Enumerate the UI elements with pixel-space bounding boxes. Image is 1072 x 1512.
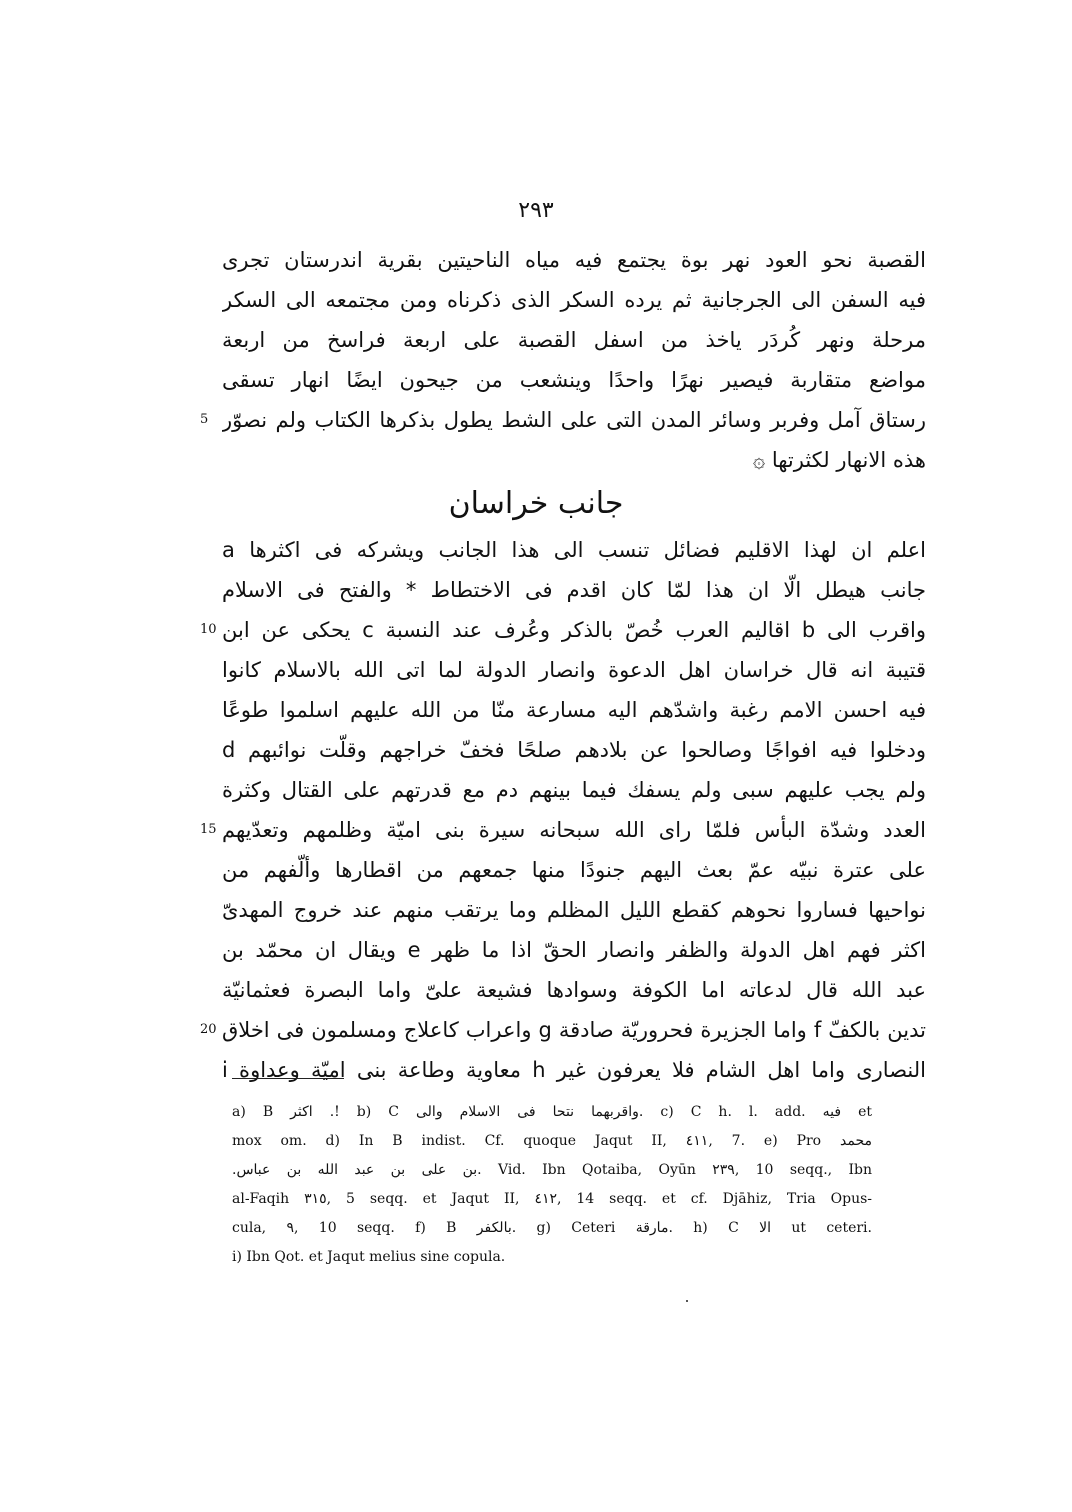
arabic-line: العدد وشدّة البأس فلمّا راى الله سبحانه سيرة بنى اميّة وظلمهم وتعدّيهم [222,818,926,842]
arabic-line: تدين بالكفّ f واما الجزيرة فحروريّة صادقة g واعراب كاعلاج ومسلمون فى اخلاق [222,1018,926,1042]
text-line [0,930,1072,970]
arabic-line: نواحيها فساروا نحوهم كقطع الليل المظلم وما يرتقب منهم عند خروج المهدىّ [222,898,926,922]
paragraph-main [0,530,1072,1090]
arabic-line: رستاق آمل وفربر وسائر المدن التى على الشط يطول بذكرها الكتاب ولم نصوّر [222,408,926,432]
text-line [0,440,1072,480]
footnote-line: i) Ibn Qot. et Jaqut melius sine copula. [232,1249,506,1265]
arabic-line: ولم يجب عليهم سبى ولم يسفك فيما بينهم دم مع قدرتهم على القتال وكثرة [222,778,926,802]
text-line [0,970,1072,1010]
text-line [0,610,1072,650]
text-line [0,570,1072,610]
arabic-line: النصارى واما اهل الشام فلا يعرفون غير h معاوية وطاعة بنى اميّة وعداوة i [222,1058,926,1082]
text-line [0,280,1072,320]
arabic-line: مواضع متقاربة فيصير نهرًا واحدًا وينشعب من جيحون ايضًا انهار تسقى [222,368,926,392]
text-line [0,810,1072,850]
text-line [0,890,1072,930]
arabic-line: جانب هيطل الّا ان هذا لمّا كان اقدم فى الاختطاط * والفتح فى الاسلام [222,578,926,602]
arabic-line: واقرب الى b اقاليم العرب خُصّ بالذكر وعُرف عند النسبة c يحكى عن ابن [222,618,926,642]
paragraph-top [0,240,1072,480]
footnotes [232,1098,872,1272]
footnote-line: mox om. d) In B indist. Cf. quoque Jaqut II, ٤١١, 7. e) Pro محمد [232,1133,872,1149]
text-line [0,530,1072,570]
arabic-line: فيه السفن الى الجرجانية ثم يرده السكر الذى ذكرناه ومن مجتمعه الى السكر [222,288,926,312]
text-line [0,400,1072,440]
text-line [0,240,1072,280]
footnote-line: al-Faqih ٣١٥, 5 seqq. et Jaqut II, ٤١٢, 14 seqq. et cf. Djāhiz, Tria Opus- [232,1191,872,1207]
arabic-line: اكثر فهم اهل الدولة والظفر وانصار الحقّ اذا ما ظهر e ويقال ان محمّد بن [222,938,926,962]
text-line [0,850,1072,890]
section-heading: جانب خراسان [448,486,624,521]
arabic-line: قتيبة انه قال خراسان اهل الدعوة وانصار الدولة لما اتى الله بالاسلام كانوا [222,658,926,682]
arabic-line: القصبة نحو العود نهر بوة يجتمع فيه مياه الناحيتين بقرية اندرستان تجرى [222,248,926,272]
arabic-line: ودخلوا فيه افواجًا وصالحوا عن بلادهم صلحًا فخفّ خراجهم وقلّت نوائبهم d [222,738,926,762]
text-line [0,360,1072,400]
arabic-line: اعلم ان لهذا الاقليم فضائل تنسب الى هذا الجانب ويشركه فى اكثرها a [222,538,926,562]
footnote-line: a) B اكثر .! b) C واقربهما نتحا فى الاسلام والى. c) C h. l. add. فيه et [232,1104,872,1120]
text-line [0,1050,1072,1090]
arabic-line: فيه احسن الامم رغبة واشدّهم اليه مسارعة منّا من الله عليهم اسلموا طوعًا [222,698,926,722]
arabic-line: على عترة نبيّه عمّ بعث اليهم جنودًا منها جمعهم من اقطارها وألّفهم من [222,858,926,882]
text-line [0,650,1072,690]
footnote-line: cula, ٩, 10 seqq. f) B بالكفر. g) Ceteri مارقة. h) C الا ut ceteri. [232,1220,872,1236]
line-number: 20 [200,1022,217,1037]
text-line [0,770,1072,810]
arabic-line: مرحلة ونهر كُردَر ياخذ من اسفل القصبة على اربعة فراسخ من اربعة [222,328,926,352]
text-line [0,320,1072,360]
text-line [0,690,1072,730]
footnote-line: .بن على بن عبد الله بن عباس. Vid. Ibn Qotaiba, Oyūn ٢٣٩, 10 seqq., Ibn [232,1162,872,1178]
line-number: 5 [200,412,209,427]
footnote-rule [232,1078,344,1079]
arabic-line: هذه الانهار لكثرتها ۞ [752,448,926,472]
line-number: 15 [200,822,217,837]
text-line [0,730,1072,770]
arabic-line: عبد الله قال لدعاته اما الكوفة وسوادها فشيعة علىّ واما البصرة فعثمانيّة [222,978,926,1002]
page-number: ٢٩٣ [518,198,554,223]
line-number: 10 [200,622,217,637]
text-line [0,1010,1072,1050]
scan-speck [686,1300,688,1302]
